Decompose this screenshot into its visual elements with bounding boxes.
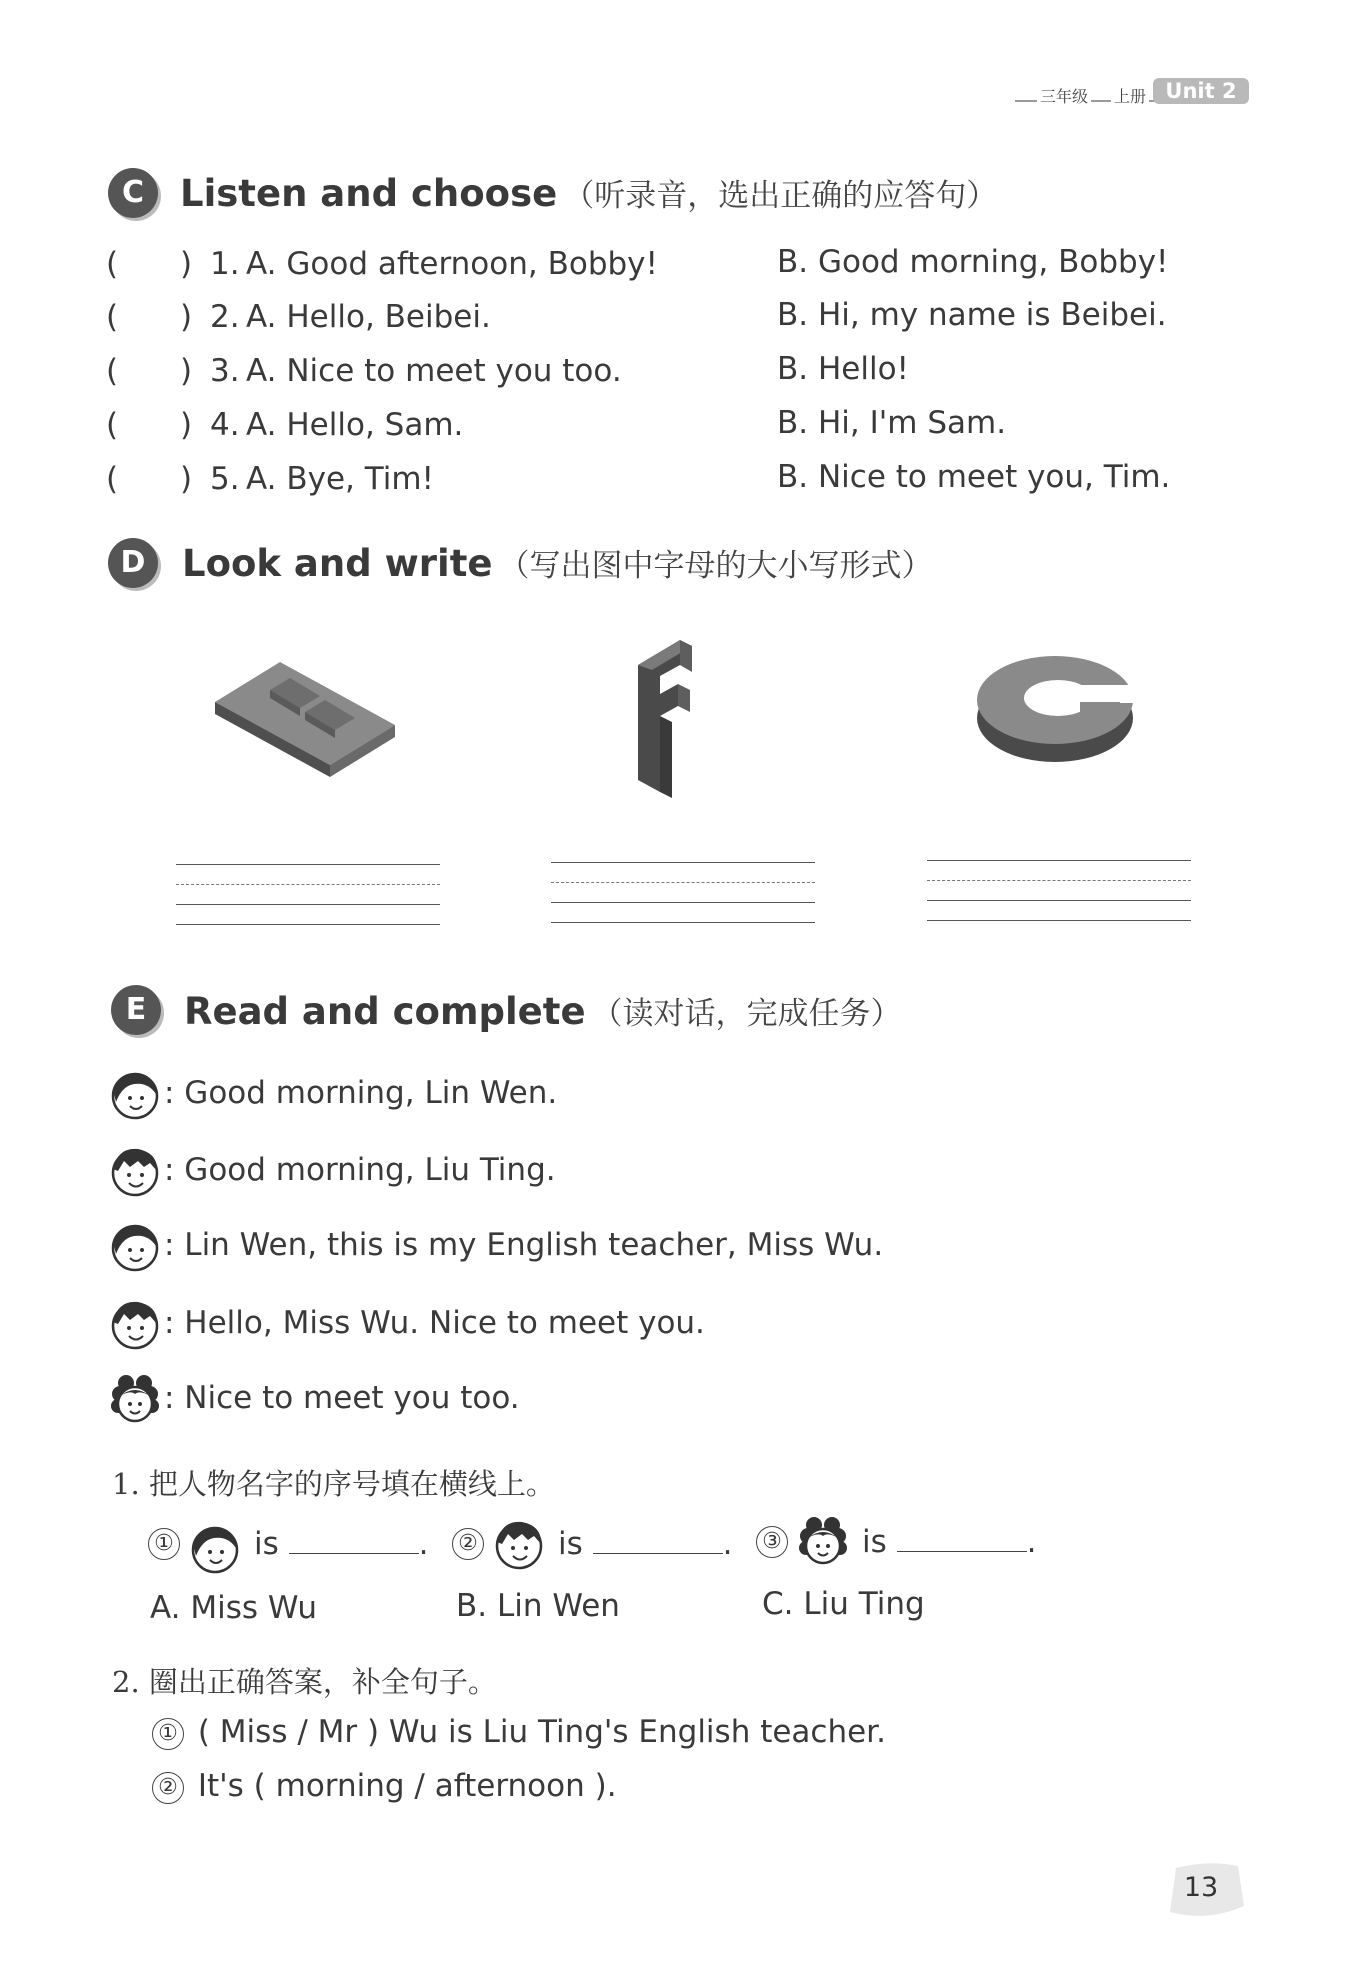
line-bottom (927, 920, 1191, 921)
task1-item-1 (148, 1524, 184, 1560)
option-a: A. Bye, Tim! (246, 461, 434, 497)
task1-prompt: 1. 把人物名字的序号填在横线上。 (112, 1467, 555, 1501)
is-label: is (558, 1526, 583, 1562)
bracket-close: ) (180, 246, 193, 282)
item-number: 4. (210, 407, 240, 443)
writing-lines-e[interactable] (176, 864, 440, 928)
option-b: B. Hi, I'm Sam. (777, 405, 1007, 441)
answer-bracket[interactable]: ( (106, 353, 119, 389)
is-label: is (254, 1526, 279, 1562)
volume-label: 上册 (1111, 84, 1149, 107)
section-d-title (182, 540, 932, 585)
line-mid (551, 882, 815, 883)
section-d-title-text: Look and write (182, 542, 493, 585)
period: . (1026, 1524, 1037, 1560)
line-bottom (176, 924, 440, 925)
item-number: 2. (210, 299, 240, 335)
item-number: 5. (210, 461, 240, 497)
dialogue-line-1: : Good morning, Lin Wen. (164, 1075, 558, 1111)
lin-wen-face-icon (110, 1145, 160, 1197)
circled-number: ② (152, 1772, 184, 1804)
option-b: B. Good morning, Bobby! (777, 244, 1169, 280)
liu-ting-face-icon (190, 1522, 240, 1574)
line-top (551, 862, 815, 863)
writing-lines-g[interactable] (927, 860, 1191, 924)
dialogue-line-4: : Hello, Miss Wu. Nice to meet you. (164, 1305, 705, 1341)
answer-bracket[interactable]: ( (106, 461, 119, 497)
line-top (176, 864, 440, 865)
circled-number: ③ (756, 1526, 788, 1558)
grade-label: 三年级 (1037, 84, 1091, 107)
line-base (927, 900, 1191, 901)
page-number: 13 (1183, 1872, 1219, 1903)
miss-wu-face-icon (798, 1516, 848, 1568)
circled-number: ② (452, 1528, 484, 1560)
sentence-text[interactable]: ( Miss / Mr ) Wu is Liu Ting's English teacher. (188, 1714, 886, 1750)
task2-prompt: 2. 圈出正确答案，补全句子。 (112, 1665, 497, 1699)
circled-number: ① (148, 1528, 180, 1560)
writing-lines-f[interactable] (551, 862, 815, 926)
line-mid (176, 884, 440, 885)
is-label: is (862, 1524, 887, 1560)
task2-sentence-1 (152, 1714, 886, 1750)
answer-bracket[interactable]: ( (106, 299, 119, 335)
letter-f-3d-icon (630, 620, 730, 800)
section-e-badge: E (111, 985, 161, 1035)
section-d-badge: D (108, 538, 158, 588)
item-number: 1. (210, 246, 240, 282)
sentence-text[interactable]: It's ( morning / afternoon ). (188, 1768, 617, 1804)
bracket-close: ) (180, 461, 193, 497)
unit-header (1015, 78, 1237, 108)
task1-line-3 (862, 1524, 1036, 1560)
section-c-badge: C (108, 168, 158, 218)
liu-ting-face-icon (110, 1068, 160, 1120)
bracket-close: ) (180, 299, 193, 335)
task1-item-2 (452, 1524, 488, 1560)
option-b: B. Hello! (777, 351, 909, 387)
option-miss-wu: A. Miss Wu (150, 1590, 318, 1626)
section-e-subtitle: （读对话，完成任务） (591, 996, 902, 1032)
task1-line-1 (254, 1526, 428, 1562)
answer-bracket[interactable]: ( (106, 407, 119, 443)
section-e-title-text: Read and complete (184, 990, 586, 1033)
item-number: 3. (210, 353, 240, 389)
dialogue-line-5: : Nice to meet you too. (164, 1380, 520, 1416)
dialogue-line-2: : Good morning, Liu Ting. (164, 1152, 556, 1188)
option-b: B. Nice to meet you, Tim. (777, 459, 1171, 495)
period: . (418, 1526, 429, 1562)
option-a: A. Hello, Sam. (246, 407, 464, 443)
dialogue-line-3: : Lin Wen, this is my English teacher, Miss Wu. (164, 1227, 884, 1263)
section-c-subtitle: （听录音，选出正确的应答句） (563, 178, 998, 214)
task1-line-2 (558, 1526, 732, 1562)
option-lin-wen: B. Lin Wen (456, 1588, 620, 1624)
liu-ting-face-icon (110, 1220, 160, 1272)
section-d-subtitle: （写出图中字母的大小写形式） (498, 548, 933, 584)
circled-number: ① (152, 1718, 184, 1750)
option-b: B. Hi, my name is Beibei. (777, 297, 1167, 333)
line-base (551, 902, 815, 903)
answer-blank-1[interactable] (289, 1527, 419, 1554)
option-liu-ting: C. Liu Ting (762, 1586, 925, 1622)
answer-bracket[interactable]: ( (106, 246, 119, 282)
lin-wen-face-icon (110, 1298, 160, 1350)
lin-wen-face-icon (494, 1518, 544, 1570)
letter-g-3d-icon (970, 640, 1140, 770)
task2-sentence-2 (152, 1768, 617, 1804)
answer-blank-2[interactable] (593, 1527, 723, 1554)
option-a: A. Hello, Beibei. (246, 299, 491, 335)
line-base (176, 904, 440, 905)
letter-e-3d-icon (210, 640, 400, 780)
section-c-title-text: Listen and choose (180, 172, 558, 215)
bracket-close: ) (180, 353, 193, 389)
period: . (722, 1526, 733, 1562)
miss-wu-face-icon (110, 1374, 160, 1426)
task1-item-3 (756, 1522, 792, 1558)
unit-badge: Unit 2 (1153, 78, 1249, 104)
line-top (927, 860, 1191, 861)
page-number-tab (1168, 1860, 1246, 1920)
option-a: A. Nice to meet you too. (246, 353, 622, 389)
answer-blank-3[interactable] (897, 1525, 1027, 1552)
section-c-title (180, 170, 997, 215)
line-bottom (551, 922, 815, 923)
option-a: A. Good afternoon, Bobby! (246, 246, 658, 282)
line-mid (927, 880, 1191, 881)
bracket-close: ) (180, 407, 193, 443)
section-e-title (184, 988, 902, 1033)
